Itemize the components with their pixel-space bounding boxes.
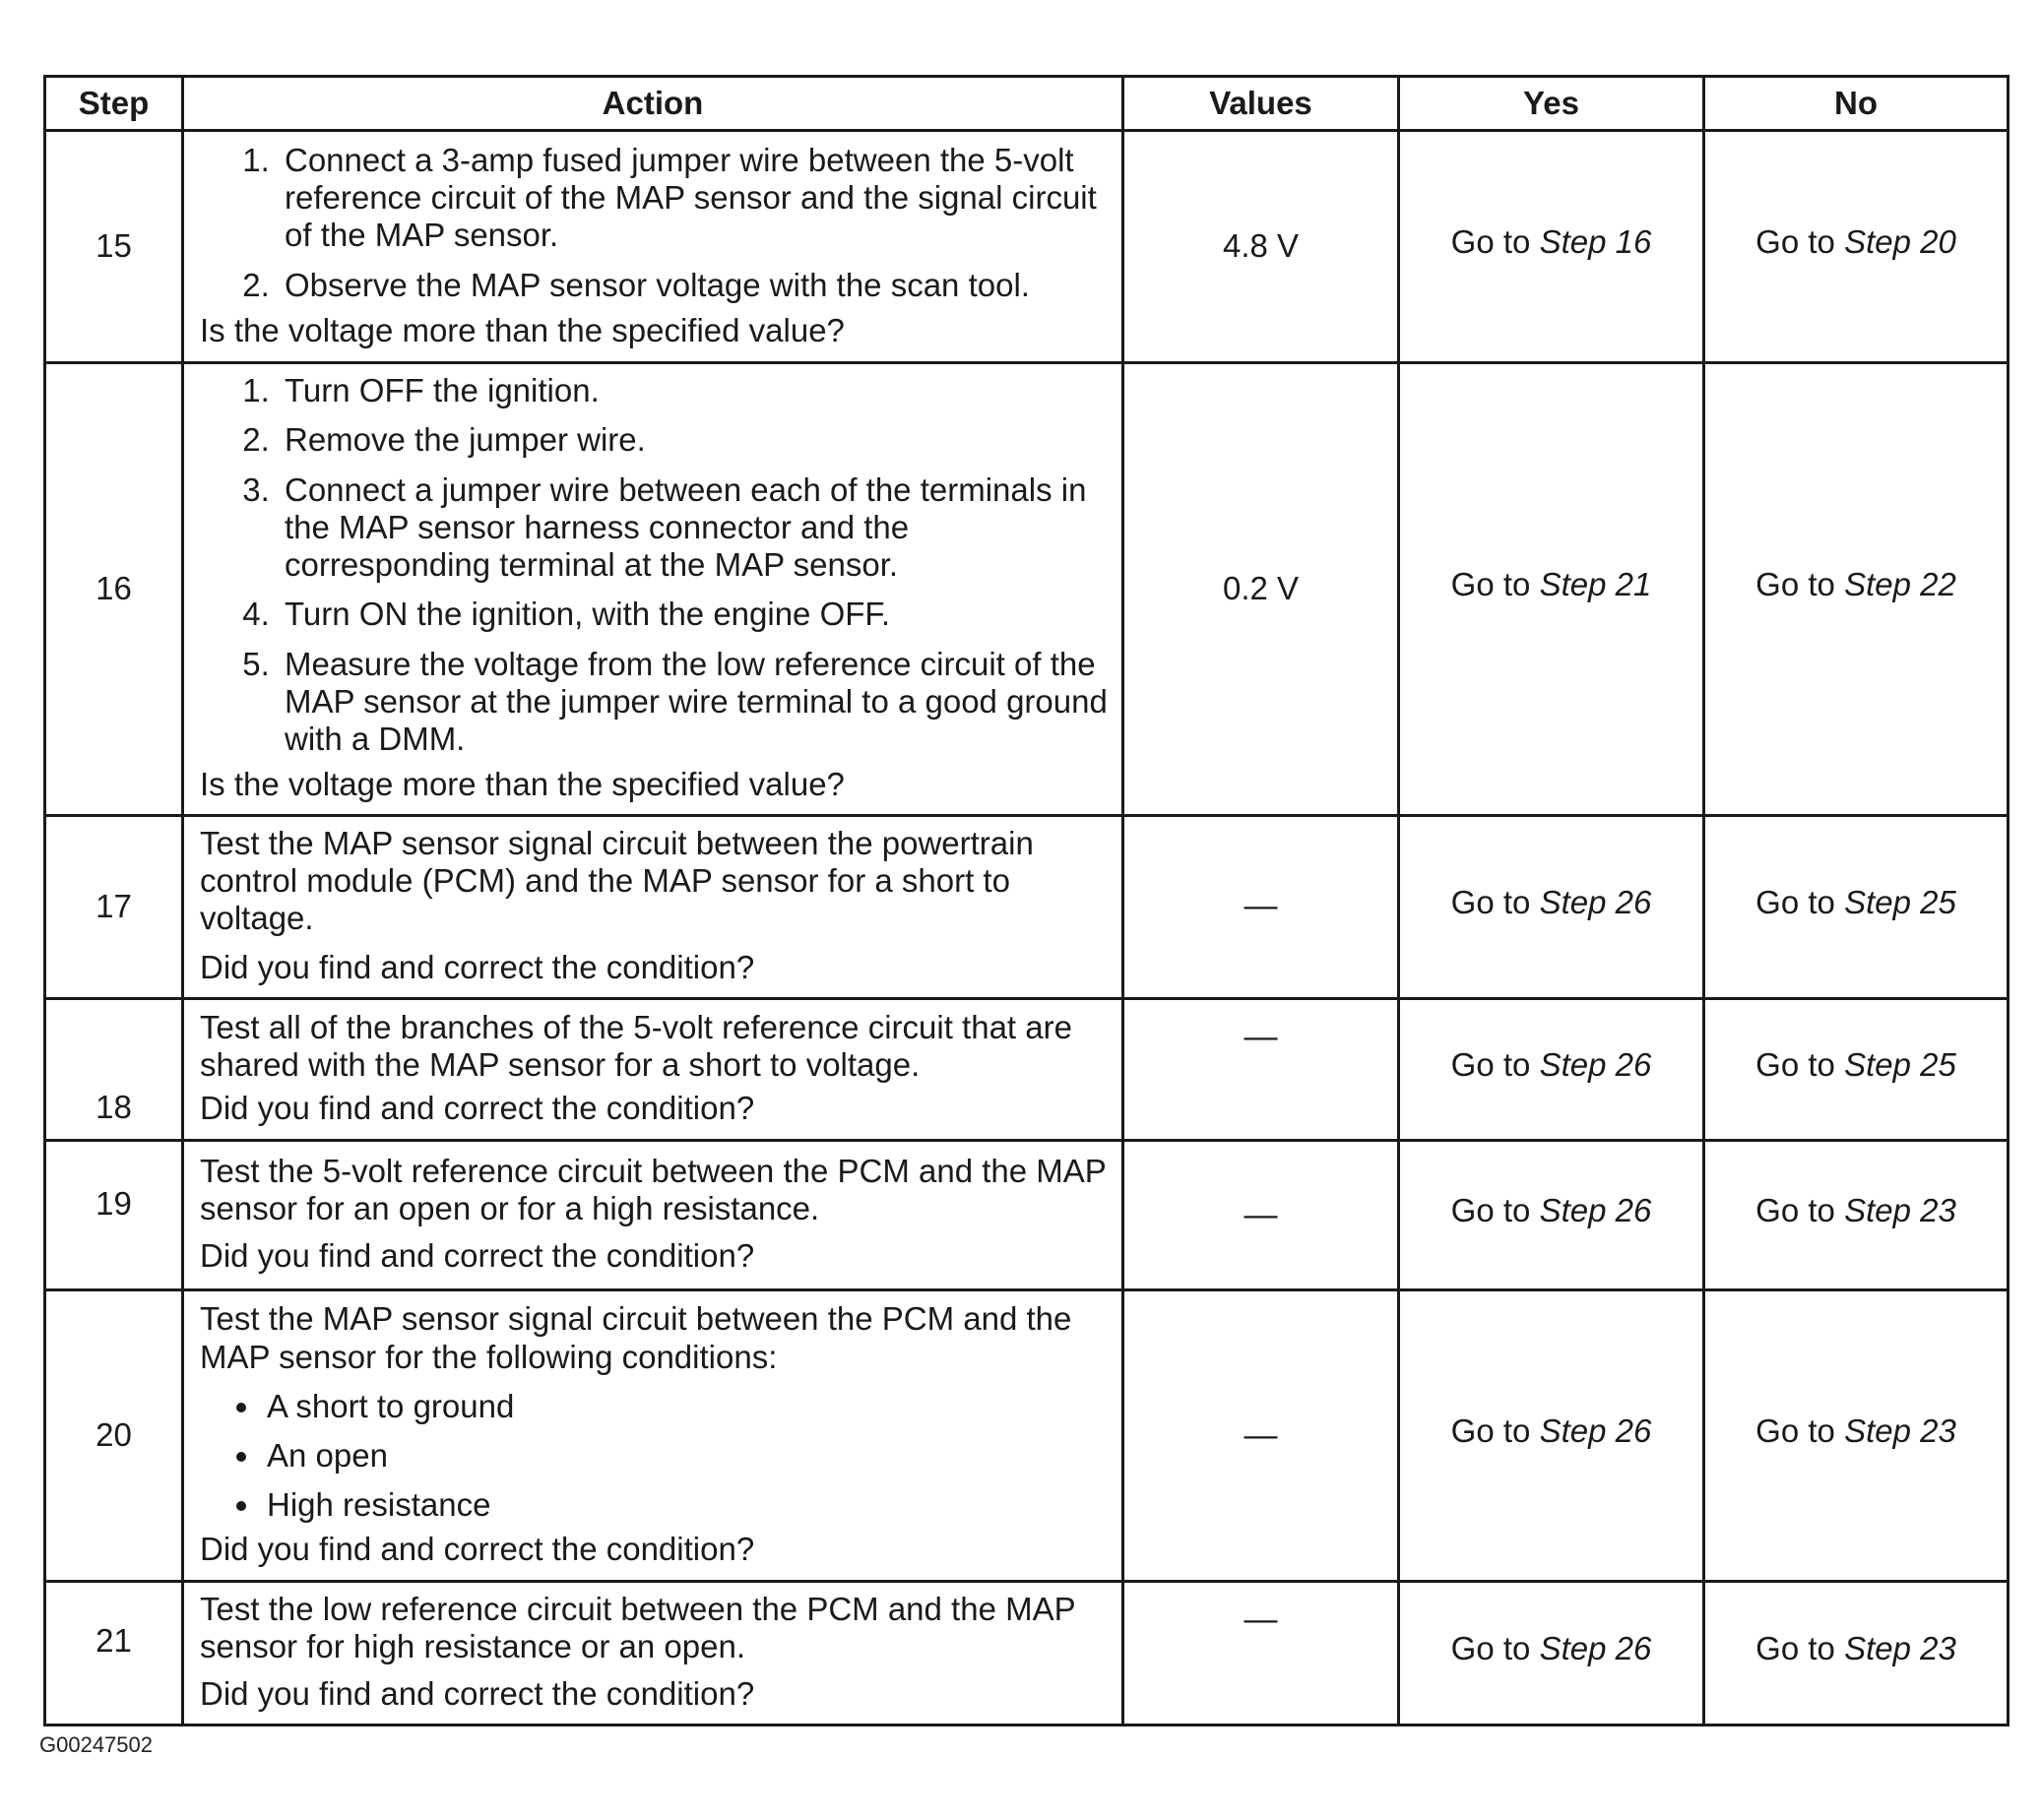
no-cell	[1704, 1289, 2009, 1581]
no-cell	[1704, 1581, 2009, 1725]
yes-cell	[1399, 1289, 1704, 1581]
no-cell	[1704, 815, 2009, 998]
step-reference: Step 22	[1844, 565, 1956, 602]
action-text: Test all of the branches of the 5-volt reference circuit that are shared with the MAP sensor for a short to voltage.	[200, 1008, 1072, 1084]
go-to-label: Go to	[1755, 1412, 1835, 1449]
no-cell	[1704, 1140, 2009, 1289]
go-to-label: Go to	[1755, 1045, 1835, 1083]
step-number: 17	[45, 815, 183, 998]
table-row	[45, 998, 2009, 1140]
action-cell	[183, 1581, 1123, 1725]
go-to-label: Go to	[1755, 222, 1835, 260]
list-item: 2. Observe the MAP sensor voltage with the scan tool.	[279, 267, 1108, 304]
action-cell	[183, 815, 1123, 998]
step-reference: Step 25	[1844, 883, 1956, 920]
step-reference: Step 26	[1539, 1191, 1652, 1228]
yes-cell	[1399, 1581, 1704, 1725]
step-reference: Step 26	[1539, 883, 1652, 920]
value-cell: —	[1123, 1289, 1399, 1581]
step-reference: Step 21	[1539, 565, 1652, 602]
step-number: 20	[45, 1289, 183, 1581]
step-number: 15	[45, 131, 183, 363]
yes-cell	[1399, 363, 1704, 816]
table-row	[45, 1140, 2009, 1289]
step-number: 18	[45, 998, 183, 1140]
diagnostic-table	[43, 75, 2009, 1726]
step-reference: Step 23	[1844, 1412, 1956, 1449]
step-reference: Step 20	[1844, 222, 1956, 260]
action-cell	[183, 998, 1123, 1140]
question: Is the voltage more than the specified value?	[200, 766, 845, 803]
numbered-list	[200, 372, 1108, 758]
header-values: Values	[1123, 77, 1399, 131]
value-cell: —	[1123, 815, 1399, 998]
value-cell: —	[1123, 998, 1399, 1140]
go-to-label: Go to	[1450, 1191, 1531, 1228]
value-cell: 0.2 V	[1123, 363, 1399, 816]
go-to-label: Go to	[1755, 1629, 1835, 1666]
go-to-label: Go to	[1755, 1191, 1835, 1228]
list-item: • An open	[263, 1437, 1108, 1475]
table-row	[45, 1289, 2009, 1581]
question: Did you find and correct the condition?	[200, 1675, 755, 1713]
step-number: 16	[45, 363, 183, 816]
value-cell: —	[1123, 1140, 1399, 1289]
action-cell	[183, 363, 1123, 816]
table-row	[45, 363, 2009, 816]
go-to-label: Go to	[1450, 883, 1531, 920]
step-reference: Step 26	[1539, 1412, 1652, 1449]
step-reference: Step 26	[1539, 1629, 1652, 1666]
yes-cell	[1399, 998, 1704, 1140]
go-to-label: Go to	[1450, 1629, 1531, 1666]
step-reference: Step 26	[1539, 1045, 1652, 1083]
header-action: Action	[183, 77, 1123, 131]
step-reference: Step 23	[1844, 1629, 1956, 1666]
no-cell	[1704, 363, 2009, 816]
header-no: No	[1704, 77, 2009, 131]
value-cell: —	[1123, 1581, 1399, 1725]
action-cell	[183, 1289, 1123, 1581]
table-row	[45, 131, 2009, 363]
table-row	[45, 1581, 2009, 1725]
no-cell	[1704, 131, 2009, 363]
question: Did you find and correct the condition?	[200, 1090, 755, 1127]
list-item: 3. Connect a jumper wire between each of the terminals in the MAP sensor harness connector and the corresponding terminal at the MAP sensor.	[279, 471, 1108, 585]
action-cell	[183, 131, 1123, 363]
go-to-label: Go to	[1450, 1045, 1531, 1083]
step-reference: Step 25	[1844, 1045, 1956, 1083]
list-item: • A short to ground	[263, 1388, 1108, 1425]
go-to-label: Go to	[1755, 565, 1835, 602]
step-reference: Step 16	[1539, 222, 1652, 260]
go-to-label: Go to	[1450, 1412, 1531, 1449]
list-item: 2. Remove the jumper wire.	[279, 421, 1108, 459]
action-text: Test the 5-volt reference circuit between the PCM and the MAP sensor for an open or for a high resistance.	[200, 1152, 1107, 1227]
yes-cell	[1399, 815, 1704, 998]
yes-cell	[1399, 131, 1704, 363]
step-number: 21	[45, 1581, 183, 1725]
question: Did you find and correct the condition?	[200, 1530, 755, 1567]
figure-id: G00247502	[39, 1732, 153, 1757]
list-item: • High resistance	[263, 1486, 1108, 1524]
action-text: Test the MAP sensor signal circuit between the powertrain control module (PCM) and the MAP sensor for a short to voltage.	[200, 824, 1034, 937]
go-to-label: Go to	[1755, 883, 1835, 920]
step-reference: Step 23	[1844, 1191, 1956, 1228]
numbered-list	[200, 142, 1108, 304]
header-yes: Yes	[1399, 77, 1704, 131]
question: Did you find and correct the condition?	[200, 949, 755, 986]
table-header-row	[45, 77, 2009, 131]
table-row	[45, 815, 2009, 998]
action-text: Test the low reference circuit between the PCM and the MAP sensor for high resistance or an open.	[200, 1590, 1076, 1665]
list-item: 1. Connect a 3-amp fused jumper wire between the 5-volt reference circuit of the MAP sensor and the signal circuit of the MAP sensor.	[279, 142, 1108, 255]
header-step: Step	[45, 77, 183, 131]
action-cell	[183, 1140, 1123, 1289]
question: Did you find and correct the condition?	[200, 1237, 755, 1275]
yes-cell	[1399, 1140, 1704, 1289]
list-item: 4. Turn ON the ignition, with the engine OFF.	[279, 596, 1108, 633]
action-text: Test the MAP sensor signal circuit between the PCM and the MAP sensor for the following conditions:	[200, 1300, 1072, 1375]
no-cell	[1704, 998, 2009, 1140]
go-to-label: Go to	[1450, 222, 1531, 260]
go-to-label: Go to	[1450, 565, 1531, 602]
question: Is the voltage more than the specified value?	[200, 311, 845, 348]
list-item: 5. Measure the voltage from the low reference circuit of the MAP sensor at the jumper wire terminal to a good ground with a DMM.	[279, 646, 1108, 759]
value-cell: 4.8 V	[1123, 131, 1399, 363]
step-number: 19	[45, 1140, 183, 1289]
list-item: 1. Turn OFF the ignition.	[279, 372, 1108, 409]
bullet-list	[200, 1388, 1108, 1525]
